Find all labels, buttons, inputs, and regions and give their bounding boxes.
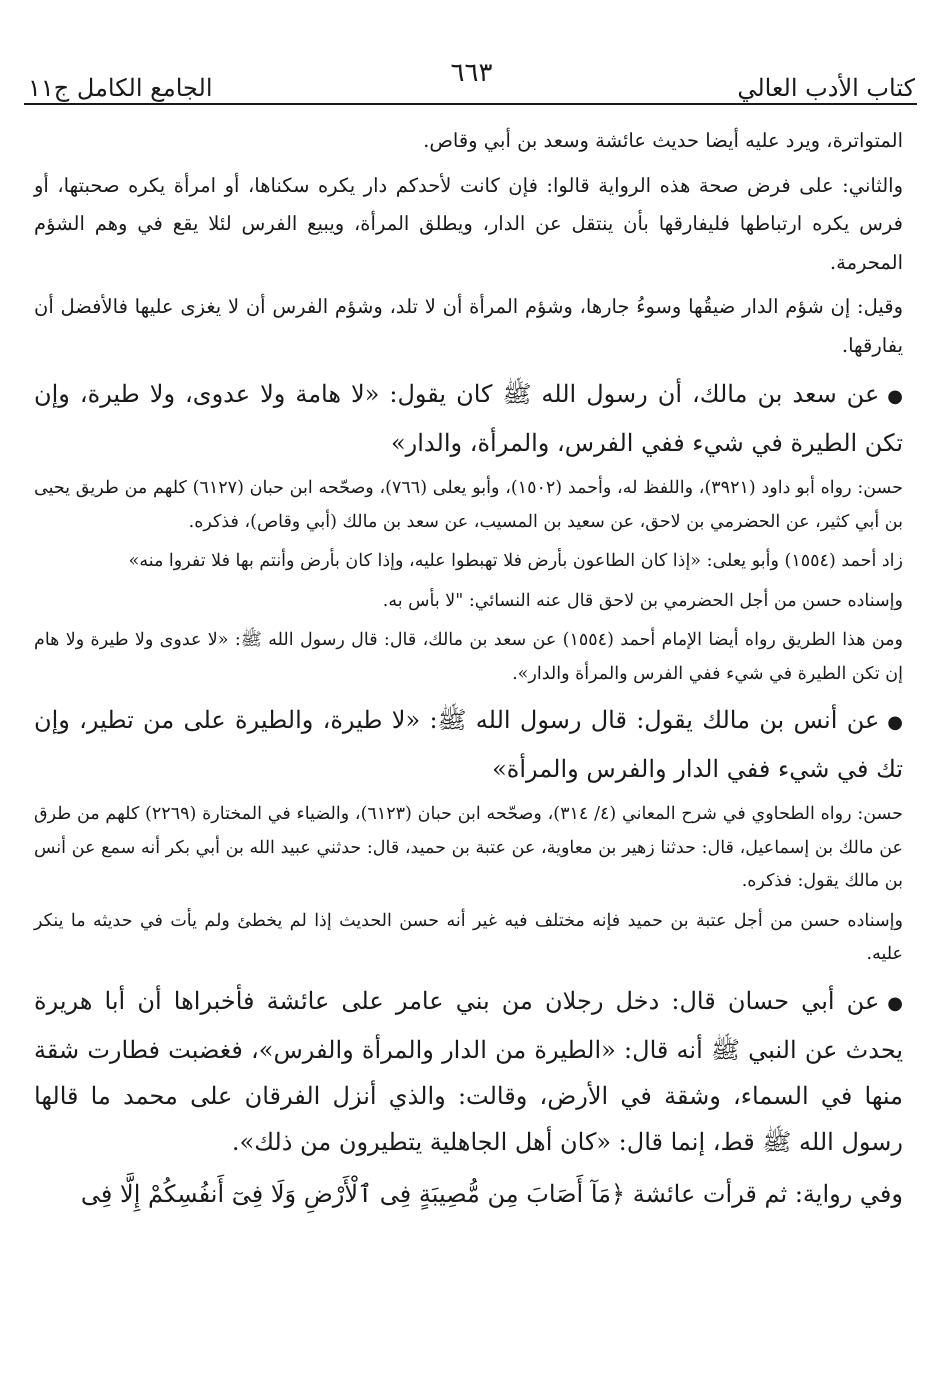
bullet-icon: ● bbox=[887, 712, 903, 733]
text-paragraph bbox=[34, 545, 903, 579]
text-paragraph bbox=[34, 472, 903, 539]
text-paragraph bbox=[34, 288, 903, 365]
paragraph-text: عن أبي حسان قال: دخل رجلان من بني عامر على عائشة فأخبراها أن أبا هريرة يحدث عن النبي ﷺ أنه قال: «الطيرة من الدار والمرأة والفرس»، فغضبت فطارت شقة منها في السماء، وشقة في الأرض، وقالت: والذي أنزل الفرقان على محمد ما قالها رسول الله ﷺ قط، إنما قال: «كان أهل الجاهلية يتطيرون من ذلك». bbox=[34, 986, 903, 1156]
paragraph-text: زاد أحمد (١٥٥٤) وأبو يعلى: «إذا كان الطاعون بأرض فلا تهبطوا عليه، وإذا كان بأرض وأنتم بها فلا تفروا منه» bbox=[128, 551, 903, 571]
running-header bbox=[28, 56, 915, 100]
paragraph-text: وفي رواية: ثم قرأت عائشة ﴿مَآ أَصَابَ مِن مُّصِيبَةٍ فِى ٱلْأَرْضِ وَلَا فِىٓ أَنفُسِكُمْ إِلَّا فِى bbox=[80, 1179, 903, 1208]
paragraph-text: وإسناده حسن من أجل الحضرمي بن لاحق قال عنه النسائي: "لا بأس به. bbox=[382, 590, 903, 611]
paragraph-text: وإسناده حسن من أجل عتبة بن حميد فإنه مختلف فيه غير أنه حسن الحديث إذا لم يخطئ ولم يأت في حديثه ما ينكر عليه. bbox=[34, 910, 903, 964]
paragraph-text: ومن هذا الطريق رواه أيضا الإمام أحمد (١٥٥٤) عن سعد بن مالك، قال: قال رسول الله ﷺ: «لا عدوى ولا طيرة ولا هام إن تكن الطيرة في شيء ففي الفرس والمرأة والدار». bbox=[34, 630, 903, 684]
text-paragraph bbox=[34, 167, 903, 283]
text-paragraph bbox=[34, 122, 903, 161]
text-paragraph bbox=[34, 624, 903, 691]
paragraph-text: المتواترة، ويرد عليه أيضا حديث عائشة وسعد بن أبي وقاص. bbox=[423, 129, 903, 152]
hadith-paragraph bbox=[34, 978, 903, 1165]
text-paragraph bbox=[34, 798, 903, 899]
text-paragraph bbox=[34, 905, 903, 972]
paragraph-text: وقيل: إن شؤم الدار ضيقُها وسوءُ جارها، وشؤم المرأة أن لا تلد، وشؤم الفرس أن لا يغزى عليها فالأفضل أن يفارقها. bbox=[34, 295, 903, 357]
header-volume-title: الجامع الكامل ج١١ bbox=[28, 74, 213, 102]
text-paragraph bbox=[34, 1171, 903, 1217]
page-body bbox=[34, 122, 903, 1223]
text-paragraph bbox=[34, 585, 903, 619]
bullet-icon: ● bbox=[887, 386, 903, 407]
paragraph-text: حسن: رواه أبو داود (٣٩٢١)، واللفظ له، وأحمد (١٥٠٢)، وأبو يعلى (٧٦٦)، وصحّحه ابن حبان (٦١٢٧) كلهم من طريق يحيى بن أبي كثير، عن الحضرمي بن لاحق، عن سعيد بن المسيب، عن سعد بن مالك (أبي وقاص)، فذكره. bbox=[34, 478, 903, 532]
header-rule bbox=[24, 103, 917, 105]
paragraph-text: عن أنس بن مالك يقول: قال رسول الله ﷺ: «لا طيرة، والطيرة على من تطير، وإن تك في شيء ففي الدار والفرس والمرأة» bbox=[34, 706, 903, 783]
header-book-title: كتاب الأدب العالي bbox=[737, 74, 915, 102]
hadith-paragraph bbox=[34, 697, 903, 792]
paragraph-text: والثاني: على فرض صحة هذه الرواية قالوا: فإن كانت لأحدكم دار يكره سكناها، أو امرأة يكره صحبتها، أو فرس يكره ارتباطها فليفارقها بأن ينتقل عن الدار، ويطلق المرأة، ويبيع الفرس لئلا يقع في وهم الشؤم المحرمة. bbox=[34, 173, 903, 274]
page-number: ٦٦٣ bbox=[450, 58, 493, 88]
hadith-paragraph bbox=[34, 371, 903, 466]
bullet-icon: ● bbox=[887, 992, 903, 1014]
paragraph-text: حسن: رواه الطحاوي في شرح المعاني (٤/ ٣١٤)، وصحّحه ابن حبان (٦١٢٣)، والضياء في المختارة (٢٢٦٩) كلهم من طرق عن مالك بن إسماعيل، قال: حدثنا زهير بن معاوية، عن عتبة بن حميد، قال: حدثني عبيد الله بن أبي بكر أنه سمع عن أنس بن مالك يقول: فذكره. bbox=[34, 804, 903, 891]
paragraph-text: عن سعد بن مالك، أن رسول الله ﷺ كان يقول: «لا هامة ولا عدوى، ولا طيرة، وإن تكن الطيرة في شيء ففي الفرس، والمرأة، والدار» bbox=[34, 380, 903, 457]
